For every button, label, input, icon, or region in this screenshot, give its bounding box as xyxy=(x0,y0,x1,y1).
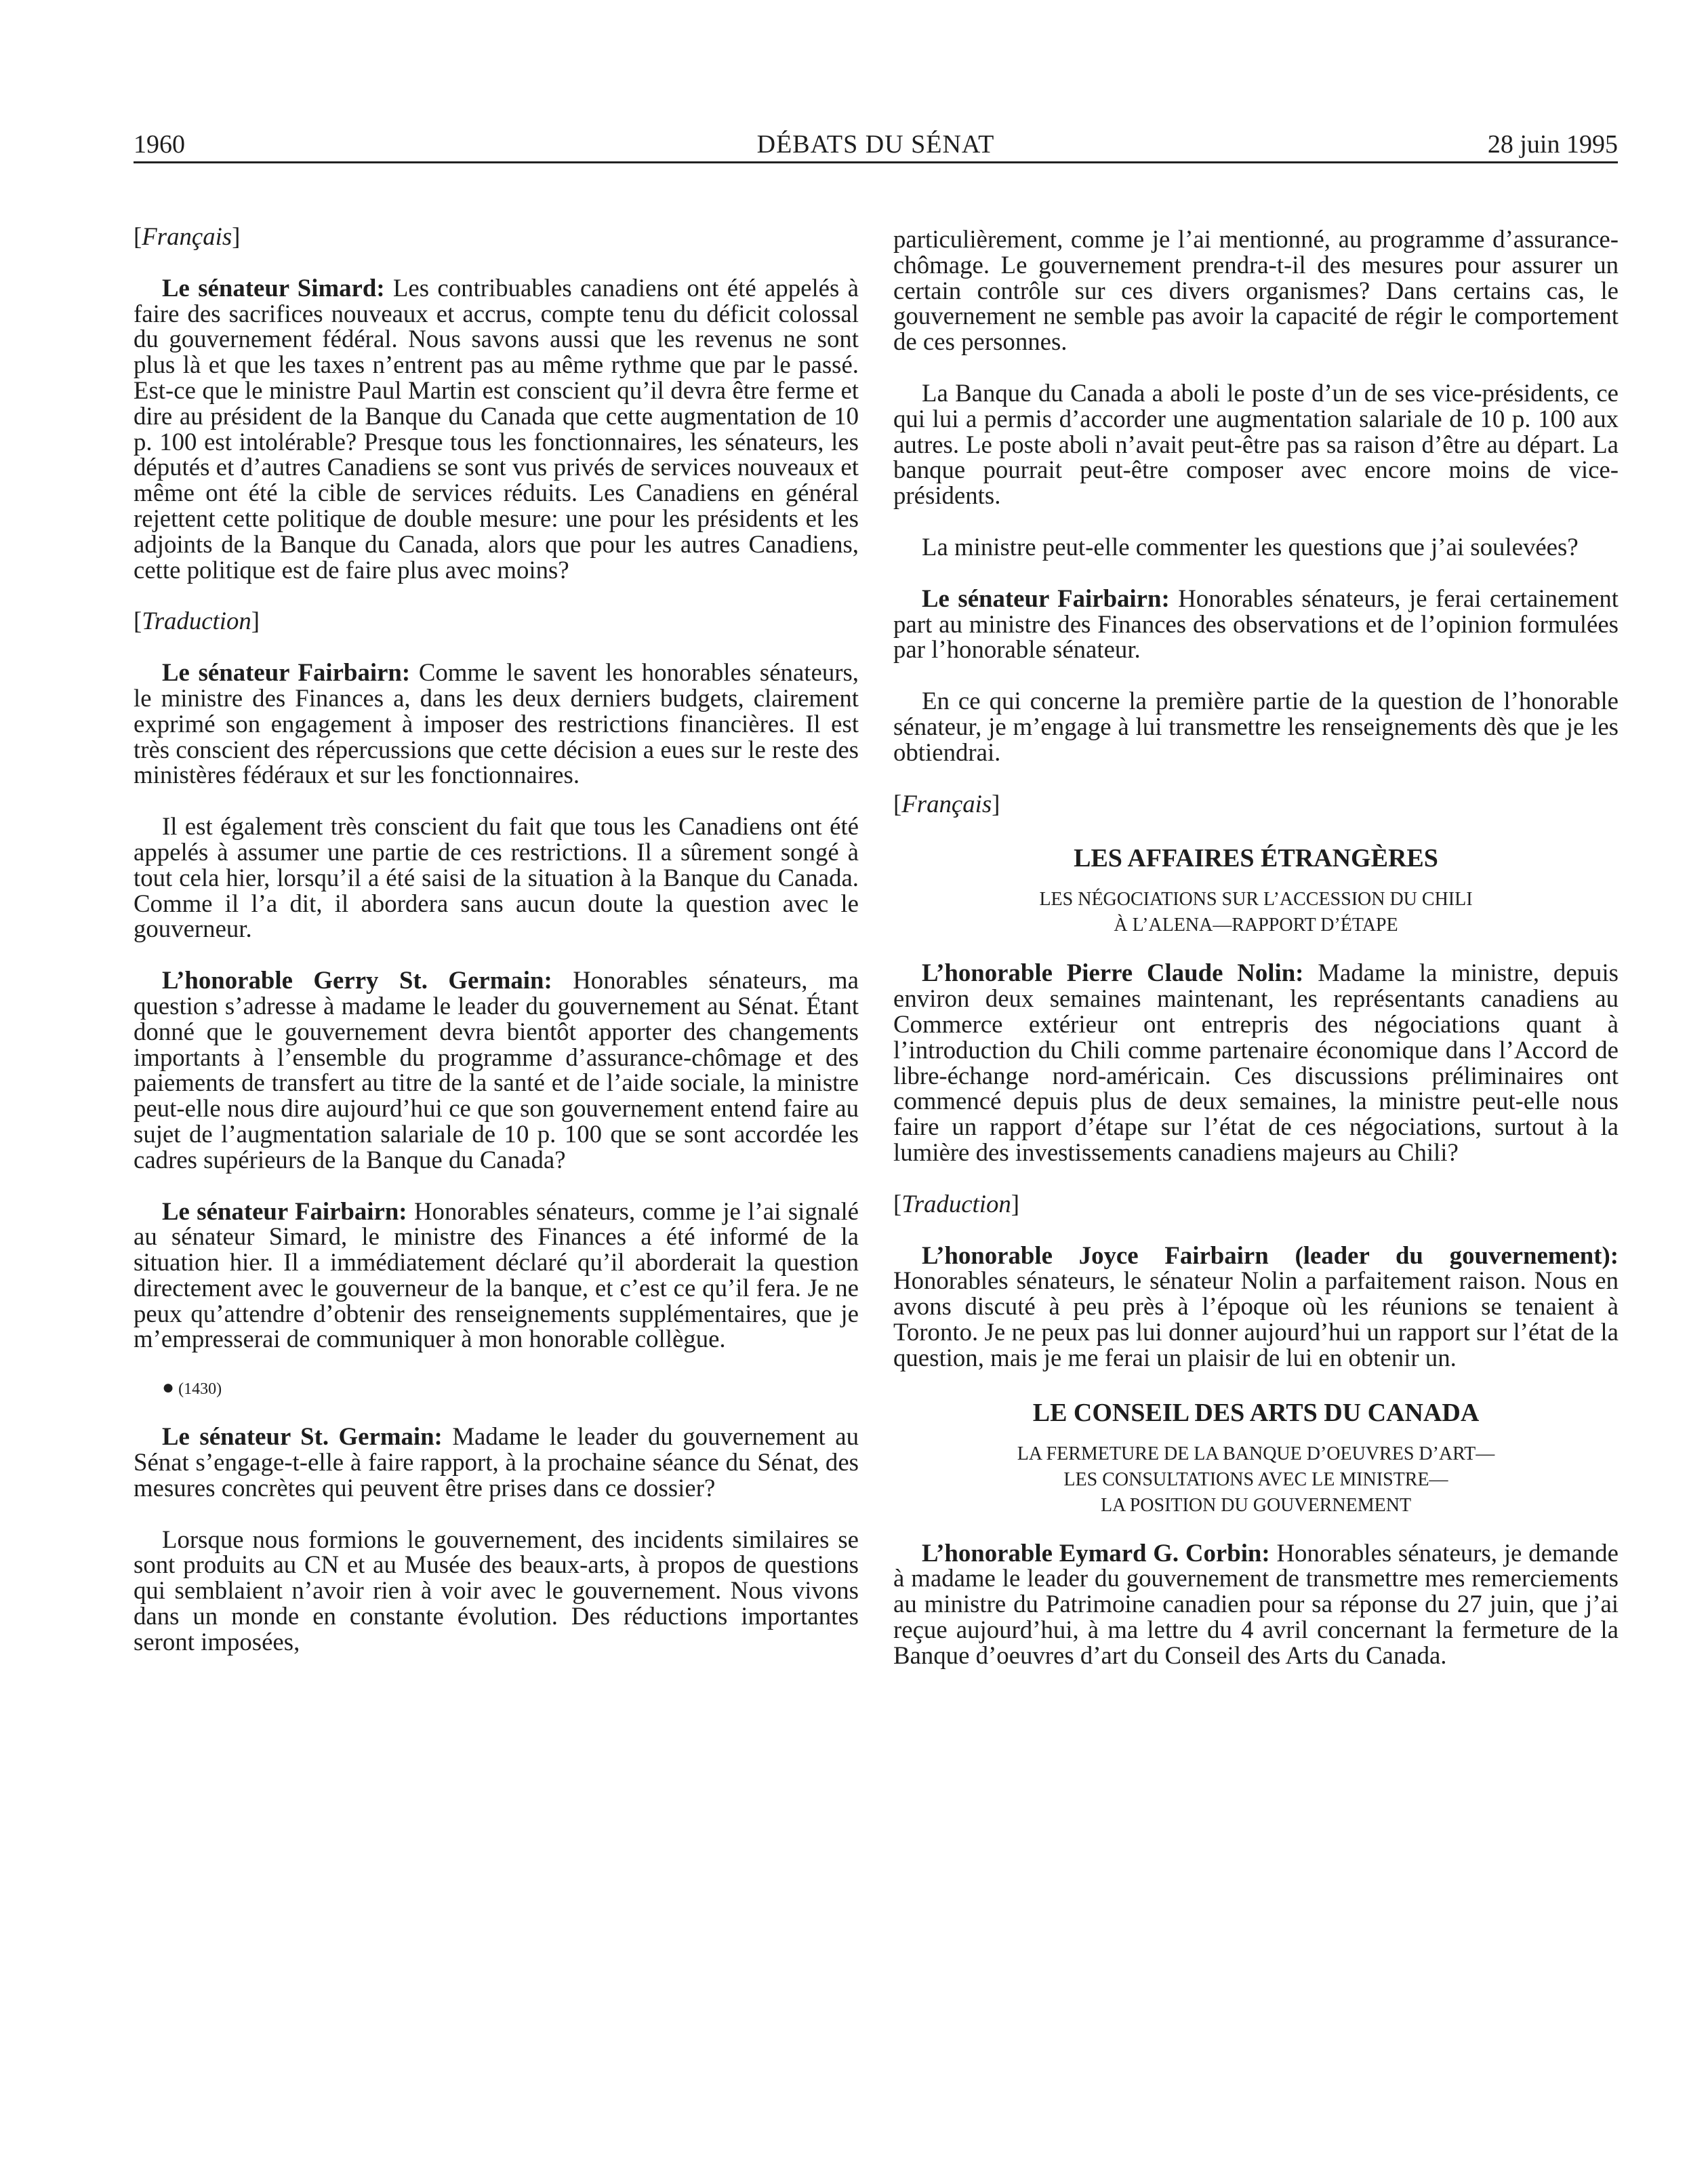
section-heading: LE CONSEIL DES ARTS DU CANADA xyxy=(1032,1398,1480,1427)
paragraph: Le sénateur Simard: Les contribuables canadiens ont été appelés à faire des sacrifices nouveaux et accrus, compte tenu du déficit colossal du gouvernement fédéral. Nous savons aussi que les revenus ne sont plus là et que les taxes n’entrent pas au même rythme que par le passé. Est-ce que le ministre Paul Martin est conscient qu’il devra être ferme et dire au président de la Banque du Canada que cette augmentation de 10 p. 100 est intolérable? Presque tous les fonctionnaires, les sénateurs, les députés et d’autres Canadiens se sont vus privés de services nouveaux et même ont été la cible de services réduits. Les Canadiens en général rejettent cette politique de double mesure: une pour les présidents et les adjoints de la Banque du Canada, alors que pour les autres Canadiens, cette politique est de faire plus avec moins? xyxy=(134,273,859,584)
paragraph: En ce qui concerne la première partie de la question de l’honorable sénateur, je m’engage à lui transmettre les renseignements dès que je les obtiendrai. xyxy=(893,687,1619,766)
speaker-name: Le sénateur Simard: xyxy=(162,273,385,302)
paragraph: L’honorable Joyce Fairbairn (leader du gouvernement): Honorables sénateurs, le sénateur Nolin a parfaitement raison. Nous en avons discuté à peu près à l’époque où les réunions se tenaient à Toronto. Je ne peux pas lui donner aujourd’hui un rapport sur l’état de la question, mais je me ferai un plaisir de lui en obtenir un. xyxy=(893,1241,1619,1371)
section-subheading: LES NÉGOCIATIONS SUR L’ACCESSION DU CHILI À L’ALENA—RAPPORT D’ÉTAPE xyxy=(1039,889,1473,936)
paragraph: L’honorable Pierre Claude Nolin: Madame la ministre, depuis environ deux semaines maintenant, les représentants canadiens au Commerce extérieur ont entrepris des négociations quant à l’introduction du Chili comme partenaire économique dans l’Accord de libre-échange nord-américain. Ces discussions préliminaires ont commencé depuis plus de deux semaines, la ministre peut-elle nous faire un rapport d’étape sur l’état de ces négociations, surtout à la lumière des investissements canadiens majeurs au Chili? xyxy=(893,959,1619,1166)
speaker-name: Le sénateur St. Germain: xyxy=(162,1422,443,1451)
language-tag: [Traduction] xyxy=(134,607,260,635)
language-tag: [Traduction] xyxy=(893,1189,1020,1218)
paragraph: Le sénateur Fairbairn: Comme le savent les honorables sénateurs, le ministre des Finances a, dans les deux derniers budgets, clairement exprimé son engagement à imposer des restrictions financières. Il est très conscient des répercussions que cette décision a eues sur le reste des ministères fédéraux et sur les fonctionnaires. xyxy=(134,658,859,789)
language-tag: [Français] xyxy=(893,789,1000,818)
speaker-name: Le sénateur Fairbairn: xyxy=(922,584,1170,612)
speaker-name: Le sénateur Fairbairn: xyxy=(162,658,411,687)
paragraph: Le sénateur Fairbairn: Honorables sénateurs, comme je l’ai signalé au sénateur Simard, le ministre des Finances a été informé de la situation hier. Il a immédiatement déclaré qu’il aborderait la question directement avec le gouverneur de la banque, et c’est ce qu’il fera. Je ne peux qu’attendre d’obtenir des renseignements supplémentaires, que je m’empresserai de communiquer à mon honorable collègue. xyxy=(134,1197,859,1353)
speaker-name: Le sénateur Fairbairn: xyxy=(162,1197,407,1225)
bullet-icon: ● xyxy=(162,1376,175,1399)
paragraph: La Banque du Canada a aboli le poste d’un de ses vice-présidents, ce qui lui a permis d’accorder une augmentation salariale de 10 p. 100 aux autres. Le poste aboli n’avait peut-être pas sa raison d’être au départ. La banque pourrait peut-être composer avec encore moins de vice-présidents. xyxy=(893,378,1619,510)
paragraph: Il est également très conscient du fait que tous les Canadiens ont été appelés à assumer une partie de ces restrictions. Il a sûrement songé à tout cela hier, lorsqu’il a été saisi de la situation à la Banque du Canada. Comme il l’a dit, il abordera sans aucun doute la question avec le gouverneur. xyxy=(134,812,859,943)
speaker-name: L’honorable Joyce Fairbairn (leader du gouvernement): xyxy=(922,1241,1619,1269)
right-column xyxy=(893,226,1619,1694)
paragraph: particulièrement, comme je l’ai mentionné, au programme d’assurance-chômage. Le gouvernement prendra-t-il des mesures pour assurer un certain contrôle sur ces divers organismes? Dans certains cas, le gouvernement ne semble pas avoir la capacité de régir le comportement de ces personnes. xyxy=(893,225,1619,356)
page-header xyxy=(134,127,1618,163)
section-subheading: LA FERMETURE DE LA BANQUE D’OEUVRES D’ART— LES CONSULTATIONS AVEC LE MINISTRE— LA POSITION DU GOUVERNEMENT xyxy=(1017,1443,1495,1516)
speaker-name: L’honorable Eymard G. Corbin: xyxy=(922,1538,1270,1567)
paragraph: Le sénateur St. Germain: Madame le leader du gouvernement au Sénat s’engage-t-elle à faire rapport, à la prochaine séance du Sénat, des mesures concrètes qui peuvent être prises dans ce dossier? xyxy=(134,1422,859,1502)
left-column xyxy=(134,224,859,1681)
language-tag: [Français] xyxy=(134,222,241,250)
speaker-name: L’honorable Gerry St. Germain: xyxy=(162,966,552,995)
paragraph: La ministre peut-elle commenter les questions que j’ai soulevées? xyxy=(922,532,1579,561)
speaker-name: L’honorable Pierre Claude Nolin: xyxy=(922,959,1304,987)
section-heading: LES AFFAIRES ÉTRANGÈRES xyxy=(1074,844,1438,873)
page-number: 1960 xyxy=(134,130,185,159)
paragraph: Le sénateur Fairbairn: Honorables sénateurs, je ferai certainement part au ministre des Finances des observations et de l’opinion formulées par l’honorable sénateur. xyxy=(893,584,1619,664)
page-date: 28 juin 1995 xyxy=(1487,130,1618,159)
publication-title: DÉBATS DU SÉNAT xyxy=(756,130,995,159)
paragraph: Lorsque nous formions le gouvernement, des incidents similaires se sont produits au CN et au Musée des beaux-arts, à propos de questions qui semblaient n’avoir rien à voir avec le gouvernement. Nous vivons dans un monde en constante évolution. Des réductions importantes seront imposées, xyxy=(134,1525,859,1656)
time-marker: ● (1430) xyxy=(162,1376,222,1399)
paragraph: L’honorable Gerry St. Germain: Honorables sénateurs, ma question s’adresse à madame le leader du gouvernement au Sénat. Étant donné que le gouvernement devra bientôt apporter des changements importants à l’ensemble du programme d’assurance-chômage et des paiements de transfert au titre de la santé et de l’aide sociale, la ministre peut-elle nous dire aujourd’hui ce que son gouvernement entend faire au sujet de l’augmentation salariale de 10 p. 100 que se sont accordée les cadres supérieurs de la Banque du Canada? xyxy=(134,966,859,1174)
paragraph: L’honorable Eymard G. Corbin: Honorables sénateurs, je demande à madame le leader du gouvernement de transmettre mes remerciements au ministre du Patrimoine canadien pour sa réponse du 27 juin, que j’ai reçue aujourd’hui, à ma lettre du 4 avril concernant la fermeture de la Banque d’oeuvres d’art du Conseil des Arts du Canada. xyxy=(893,1538,1619,1669)
